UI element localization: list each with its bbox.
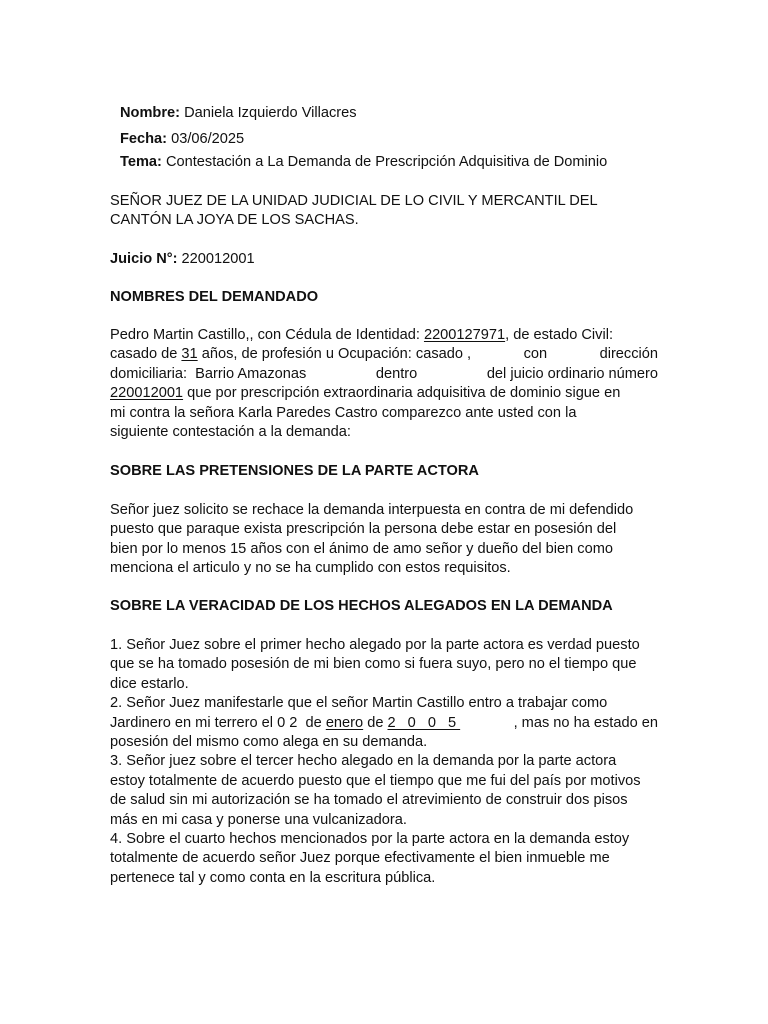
- hecho-line: 3. Señor juez sobre el tercer hecho alegado en la demanda por la parte actora: [110, 753, 617, 770]
- text-fragment: , de estado Civil:: [505, 327, 614, 343]
- mes-value: enero: [325, 714, 364, 731]
- paragraph-line: [110, 384, 658, 403]
- text-fragment: , mas no ha estado en: [513, 714, 658, 731]
- hecho-line: estoy totalmente de acuerdo puesto que el tiempo que me fui del país por motivos: [110, 772, 641, 789]
- paragraph-line: [110, 345, 658, 364]
- paragraph-line: [110, 326, 658, 345]
- text-fragment: con: [523, 346, 548, 363]
- pretensiones-paragraph: [110, 501, 658, 579]
- hecho-line: totalmente de acuerdo señor Juez porque efectivamente el bien inmueble me: [110, 850, 610, 867]
- hecho-line: pertenece tal y como conta en la escritura pública.: [110, 869, 436, 886]
- paragraph-line: siguiente contestación a la demanda:: [110, 424, 351, 441]
- addressee-line: CANTÓN LA JOYA DE LOS SACHAS.: [110, 212, 359, 229]
- hecho-line: posesión del mismo como alega en su demanda.: [110, 734, 428, 751]
- hecho-line: más en mi casa y ponerse una vulcanizadora.: [110, 811, 407, 828]
- nombre-line: [120, 105, 357, 121]
- hecho-line: que se ha tomado posesión de mi bien como si fuera suyo, pero no el tiempo que: [110, 656, 637, 673]
- text-fragment: dentro: [375, 365, 418, 382]
- text-fragment: casado de 31 años, de profesión u Ocupación: casado ,: [110, 346, 472, 363]
- tema-label: Tema:: [120, 154, 162, 170]
- paragraph-line: menciona el articulo y no se ha cumplido con estos requisitos.: [110, 560, 511, 577]
- demandado-paragraph: [110, 326, 658, 442]
- juicio-label: Juicio N°:: [110, 251, 178, 267]
- hecho-line: 4. Sobre el cuarto hechos mencionados por la parte actora en la demanda estoy: [110, 831, 630, 848]
- addressee-line: SEÑOR JUEZ DE LA UNIDAD JUDICIAL DE LO CIVIL Y MERCANTIL DEL: [110, 193, 598, 209]
- juicio-number: 220012001: [110, 385, 184, 402]
- juicio-value: 220012001: [181, 251, 255, 267]
- text-fragment: Pedro Martin Castillo,, con Cédula de Identidad:: [110, 327, 420, 343]
- addressee: [110, 192, 658, 231]
- paragraph-line: bien por lo menos 15 años con el ánimo de amo señor y dueño del bien como: [110, 540, 613, 557]
- fecha-line: [120, 131, 244, 147]
- pretensiones-heading: SOBRE LAS PRETENSIONES DE LA PARTE ACTORA: [110, 463, 479, 479]
- paragraph-line: mi contra la señora Karla Paredes Castro comparezco ante usted con la: [110, 404, 577, 421]
- fecha-label: Fecha:: [120, 131, 168, 147]
- juicio-line: [110, 251, 255, 267]
- text-fragment: del juicio ordinario número: [486, 365, 658, 382]
- fecha-value: 03/06/2025: [171, 131, 245, 147]
- hecho-line: 2. Señor Juez manifestarle que el señor Martin Castillo entro a trabajar como: [110, 695, 608, 712]
- edad-number: 31: [181, 346, 198, 363]
- paragraph-line: puesto que paraque exista prescripción la persona debe estar en posesión del: [110, 521, 617, 538]
- tema-line: [120, 154, 607, 170]
- dia-value: 0 2: [277, 714, 298, 731]
- text-fragment: domiciliaria: Barrio Amazonas: [110, 365, 307, 382]
- nombre-label: Nombre:: [120, 105, 180, 121]
- demandado-heading: NOMBRES DEL DEMANDADO: [110, 289, 319, 305]
- hecho-line: 1. Señor Juez sobre el primer hecho alegado por la parte actora es verdad puesto: [110, 637, 640, 653]
- text-fragment: que por prescripción extraordinaria adquisitiva de dominio sigue en: [187, 385, 621, 402]
- text-fragment: dirección: [599, 346, 658, 363]
- anio-value: 2 0 0 5: [387, 714, 461, 731]
- tema-value: Contestación a La Demanda de Prescripción Adquisitiva de Dominio: [165, 154, 608, 170]
- hecho-line: de salud sin mi autorización se ha tomado el atrevimiento de construir dos pisos: [110, 792, 628, 809]
- text-fragment: Jardinero en mi terrero el 0 2 de enero de 2 0 0 5: [110, 714, 461, 731]
- cedula-number: 2200127971: [423, 327, 506, 343]
- hecho-line: dice estarlo.: [110, 675, 189, 692]
- nombre-value: Daniela Izquierdo Villacres: [184, 105, 357, 121]
- hecho-line: [110, 714, 658, 733]
- paragraph-line: Señor juez solicito se rechace la demanda interpuesta en contra de mi defendido: [110, 502, 634, 518]
- paragraph-line: [110, 365, 658, 384]
- hechos-list: [110, 636, 658, 888]
- veracidad-heading: SOBRE LA VERACIDAD DE LOS HECHOS ALEGADOS EN LA DEMANDA: [110, 598, 613, 614]
